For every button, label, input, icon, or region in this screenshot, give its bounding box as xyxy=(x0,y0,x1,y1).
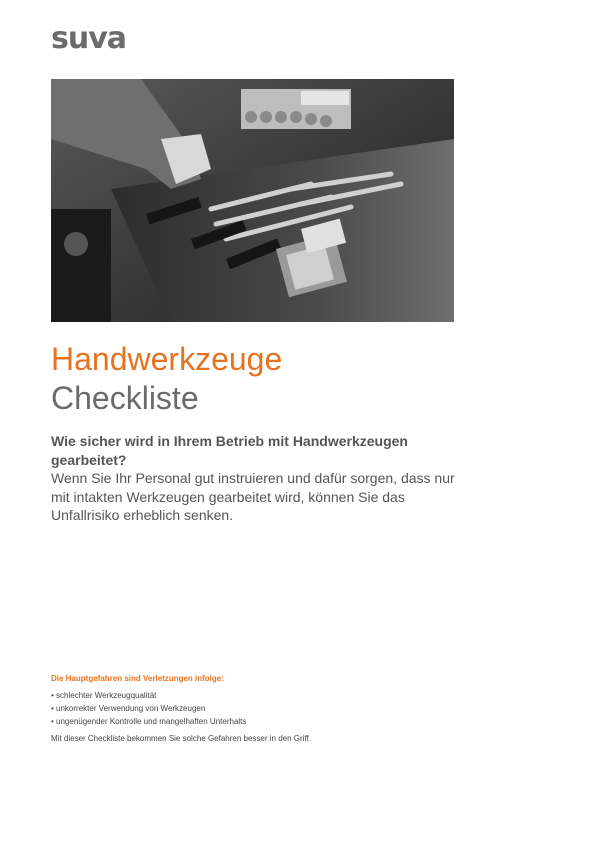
tools-on-workbench-photo xyxy=(51,79,454,322)
list-item: • ungenügender Kontrolle und mangelhaften Unterhalts xyxy=(51,715,471,728)
hazards-closing: Mit dieser Checkliste bekommen Sie solche Gefahren besser in den Griff. xyxy=(51,734,311,743)
hazards-list xyxy=(51,689,471,728)
page-title: Handwerkzeuge xyxy=(51,341,283,377)
intro-question: Wie sicher wird in Ihrem Betrieb mit Handwerkzeugen gearbeitet? xyxy=(51,433,408,468)
hazards-section xyxy=(51,672,471,745)
intro-section xyxy=(51,432,471,525)
list-item: • schlechter Werkzeugqualität xyxy=(51,689,471,702)
page-subtitle: Checkliste xyxy=(51,380,199,416)
hazards-heading: Die Hauptgefahren sind Verletzungen infolge: xyxy=(51,674,224,683)
suva-logo: suva xyxy=(51,21,127,56)
list-item: • unkorrekter Verwendung von Werkzeugen xyxy=(51,702,471,715)
intro-body: Wenn Sie Ihr Personal gut instruieren und dafür sorgen, dass nur mit intakten Werkzeugen gearbeitet wird, können Sie das Unfallrisiko erheblich senken. xyxy=(51,470,455,523)
